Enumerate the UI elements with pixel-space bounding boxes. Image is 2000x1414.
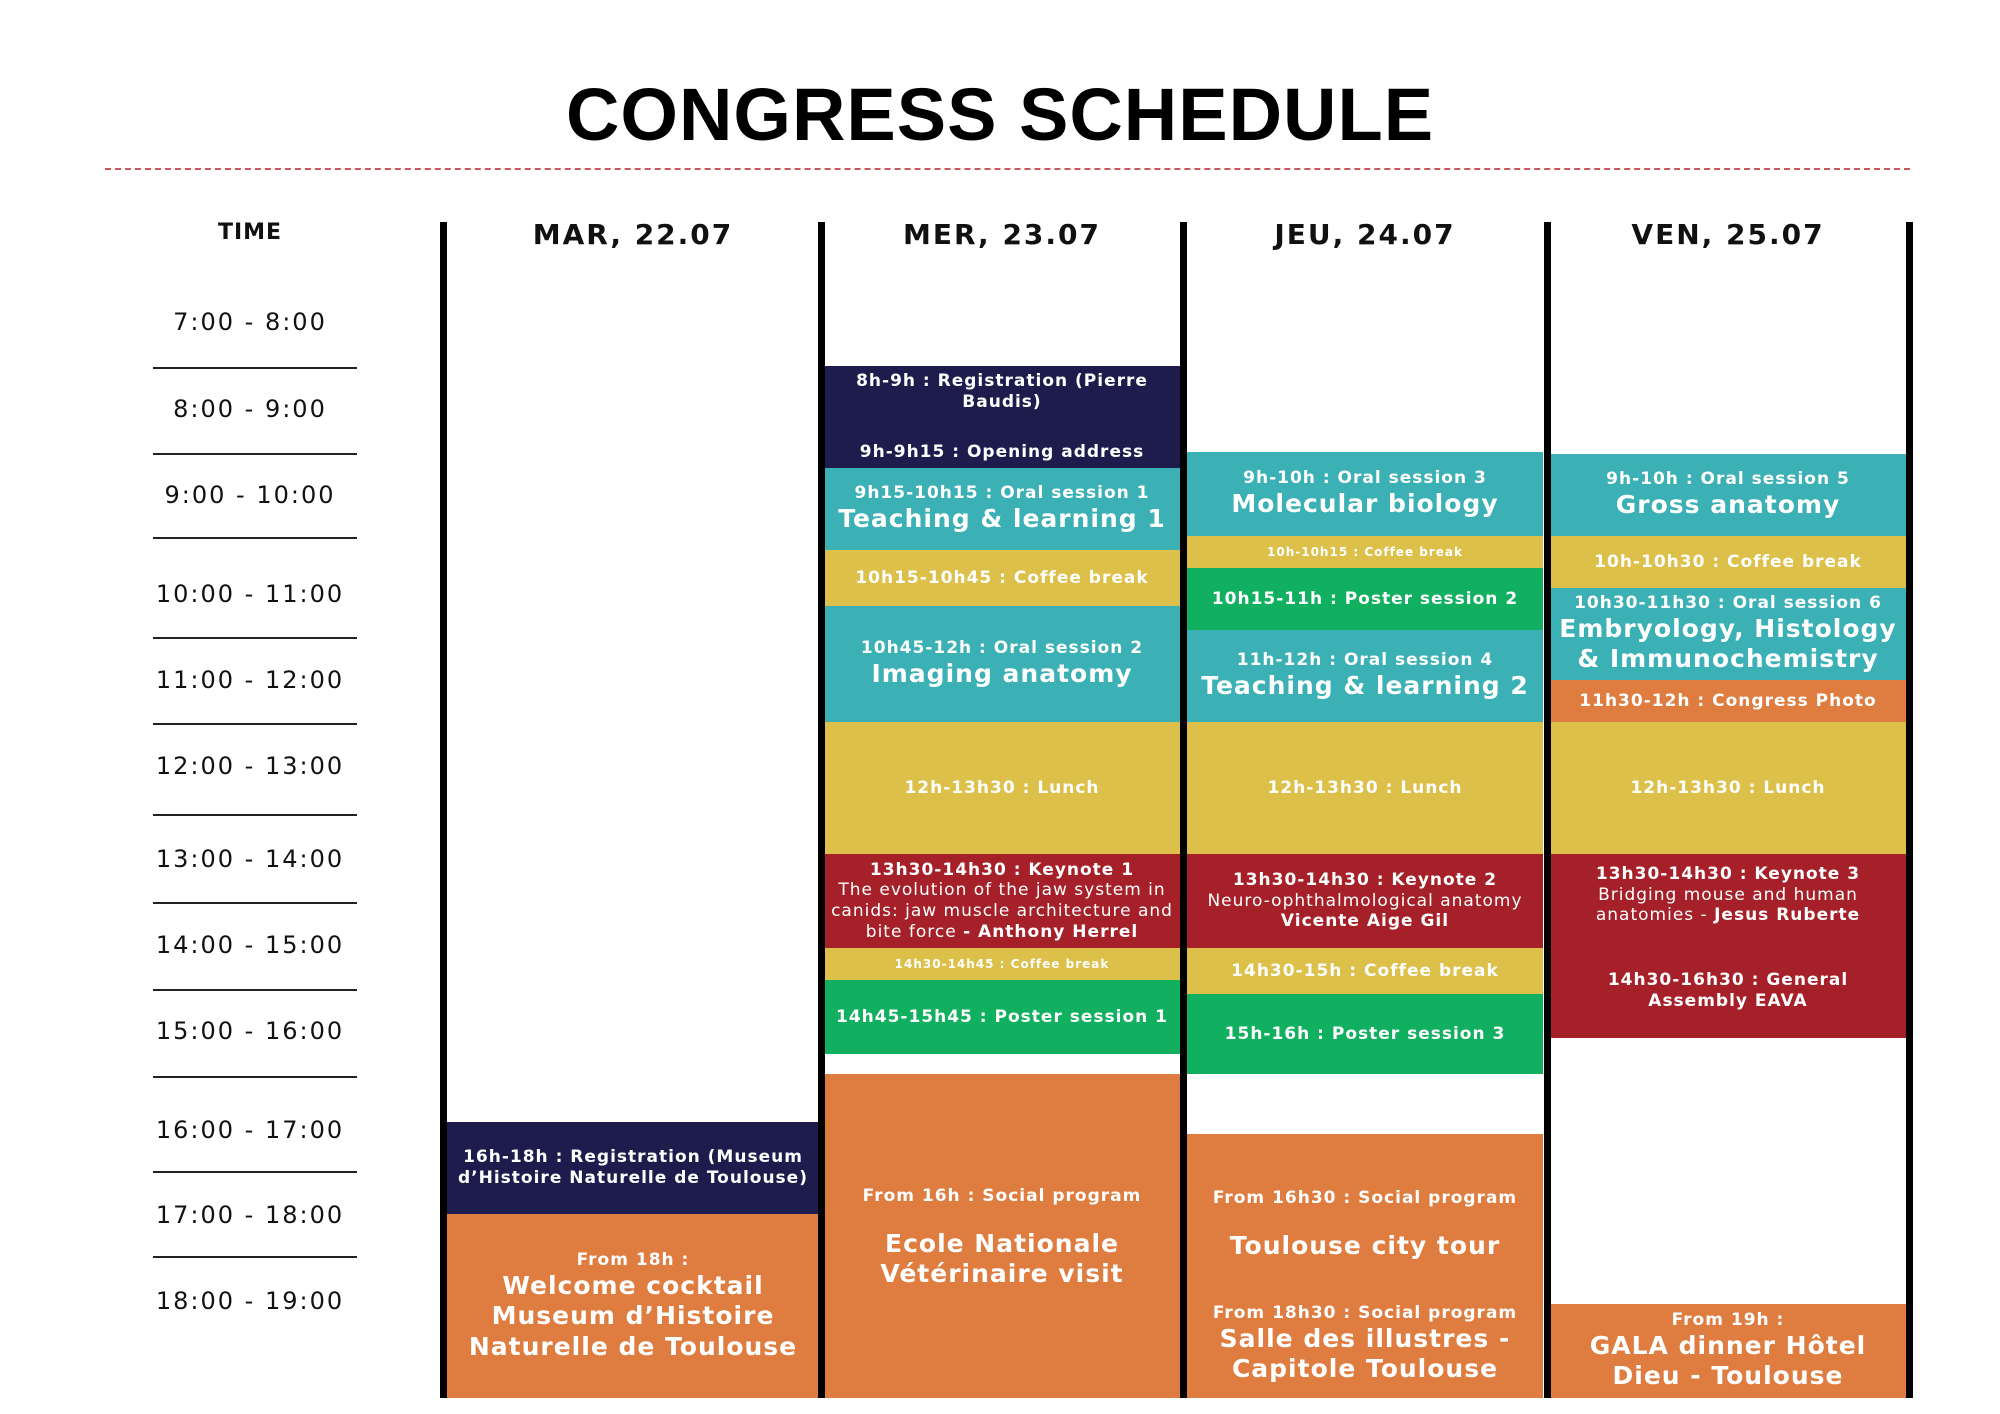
event-title: 10h15-10h45 : Coffee break	[855, 567, 1149, 588]
event-block	[1187, 994, 1543, 1074]
event-block	[1550, 722, 1906, 854]
time-slot-divider	[153, 814, 357, 816]
time-slot-label: 9:00 - 10:00	[164, 481, 336, 509]
day-header-thursday: JEU, 24.07	[1274, 218, 1456, 251]
event-block	[1550, 950, 1906, 1038]
event-title: 10h-10h15 : Coffee break	[1267, 544, 1463, 559]
time-slot-divider	[153, 453, 357, 455]
day-header-friday: VEN, 25.07	[1631, 218, 1825, 251]
time-slot-divider	[153, 1256, 357, 1258]
event-title: 11h30-12h : Congress Photo	[1579, 690, 1877, 711]
time-slot-divider	[153, 1171, 357, 1173]
event-time: 9h15-10h15 : Oral session 1	[854, 483, 1150, 504]
event-title: 16h-18h : Registration (Museum d’Histoire Naturelle de Toulouse)	[458, 1147, 808, 1188]
event-time: 13h30-14h30 : Keynote 3	[1595, 864, 1861, 884]
time-slot-divider	[153, 537, 357, 539]
time-slot-divider	[153, 902, 357, 904]
event-title: 14h30-16h30 : General Assembly EAVA	[1607, 970, 1849, 1011]
event-block	[1550, 454, 1906, 536]
event-block	[824, 948, 1180, 980]
day-header-tuesday: MAR, 22.07	[532, 218, 734, 251]
event-block	[1550, 588, 1906, 680]
event-block	[447, 1214, 819, 1398]
event-time: 9h-10h : Oral session 5	[1606, 469, 1850, 490]
event-block	[824, 550, 1180, 606]
time-slot-label: 12:00 - 13:00	[155, 752, 345, 780]
time-column-header: TIME	[217, 220, 283, 245]
event-title: 14h45-15h45 : Poster session 1	[836, 1006, 1168, 1027]
event-title: 10h-10h30 : Coffee break	[1594, 551, 1862, 572]
event-title: Teaching & learning 1	[838, 504, 1166, 534]
time-slot-divider	[153, 1076, 357, 1078]
column-divider	[440, 222, 447, 1398]
page-title: CONGRESS SCHEDULE	[565, 73, 1435, 156]
event-title: 12h-13h30 : Lunch	[904, 777, 1100, 798]
event-title: Imaging anatomy	[871, 659, 1133, 689]
day-header-wednesday: MER, 23.07	[902, 218, 1102, 251]
event-time: 10h30-11h30 : Oral session 6	[1574, 593, 1882, 614]
event-title: GALA dinner Hôtel Dieu - Toulouse	[1589, 1330, 1867, 1391]
event-block	[1187, 452, 1543, 536]
event-block	[1550, 1304, 1906, 1398]
event-block	[824, 1074, 1180, 1398]
keynote-speaker: - Anthony Herrel	[963, 921, 1139, 942]
event-block	[447, 1122, 819, 1214]
event-block	[1187, 568, 1543, 630]
keynote-description: Bridging mouse and human anatomies -	[1595, 884, 1858, 926]
column-divider	[818, 222, 825, 1398]
event-block	[824, 980, 1180, 1054]
event-title: Ecole Nationale Vétérinaire visit	[880, 1228, 1124, 1289]
event-block	[1187, 948, 1543, 994]
event-time: From 18h :	[576, 1249, 690, 1270]
event-block	[1187, 536, 1543, 568]
column-divider	[1544, 222, 1551, 1398]
event-block	[1187, 722, 1543, 854]
time-slot-label: 10:00 - 11:00	[155, 580, 345, 608]
event-time: From 16h30 : Social program	[1212, 1188, 1518, 1208]
keynote-description: The evolution of the jaw system in canids: jaw muscle architecture and bite force	[831, 880, 1173, 942]
event-block	[1550, 854, 1906, 950]
event-block	[1550, 680, 1906, 722]
event-title: Gross anatomy	[1615, 490, 1841, 520]
time-slot-divider	[153, 989, 357, 991]
time-slot-label: 11:00 - 12:00	[155, 666, 345, 694]
time-slot-label: 15:00 - 16:00	[155, 1017, 345, 1045]
event-block	[1550, 536, 1906, 588]
event-time: 9h-10h : Oral session 3	[1243, 468, 1487, 489]
title-divider	[105, 168, 1910, 170]
event-title: Teaching & learning 2	[1201, 671, 1529, 701]
event-time: 11h-12h : Oral session 4	[1236, 650, 1494, 671]
event-title: Molecular biology	[1231, 489, 1499, 519]
event-block	[824, 366, 1180, 468]
event-time: From 16h : Social program	[862, 1186, 1142, 1206]
event-title: Embryology, Histology & Immunochemistry	[1559, 613, 1897, 674]
event-title: 14h30-14h45 : Coffee break	[894, 956, 1110, 971]
time-slot-label: 7:00 - 8:00	[173, 308, 327, 336]
event-block	[1187, 854, 1543, 948]
event-block	[824, 468, 1180, 550]
time-slot-label: 18:00 - 19:00	[155, 1287, 345, 1315]
event-title: 8h-9h : Registration (Pierre Baudis)	[856, 370, 1148, 412]
time-slot-label: 13:00 - 14:00	[155, 845, 345, 873]
keynote-speaker: Vicente Aige Gil	[1280, 911, 1450, 932]
event-block	[1187, 630, 1543, 722]
time-slot-label: 8:00 - 9:00	[173, 395, 327, 423]
event-time: From 19h :	[1671, 1310, 1785, 1331]
event-block	[824, 854, 1180, 948]
event-title: 12h-13h30 : Lunch	[1267, 777, 1463, 798]
event-description	[830, 880, 1174, 942]
time-slot-label: 16:00 - 17:00	[155, 1116, 345, 1144]
event-title: 15h-16h : Poster session 3	[1224, 1023, 1506, 1044]
event-time: 13h30-14h30 : Keynote 1	[869, 859, 1135, 880]
event-time: 10h45-12h : Oral session 2	[860, 638, 1144, 659]
time-slot-divider	[153, 367, 357, 369]
event-time: 13h30-14h30 : Keynote 2	[1232, 869, 1498, 890]
event-block	[824, 606, 1180, 722]
event-title: Welcome cocktail Museum d’Histoire Naturelle de Toulouse	[468, 1270, 798, 1361]
event-title: Toulouse city tour	[1229, 1230, 1501, 1260]
time-slot-divider	[153, 637, 357, 639]
keynote-description: Neuro-ophthalmological anatomy	[1207, 890, 1523, 911]
time-slot-label: 14:00 - 15:00	[155, 931, 345, 959]
event-block	[824, 722, 1180, 854]
event-title: Salle des illustres - Capitole Toulouse	[1219, 1323, 1511, 1384]
time-slot-label: 17:00 - 18:00	[155, 1201, 345, 1229]
event-title: 9h-9h15 : Opening address	[859, 442, 1145, 463]
event-description	[1556, 885, 1900, 926]
column-divider	[1906, 222, 1913, 1398]
event-block	[1187, 1134, 1543, 1398]
event-title: 10h15-11h : Poster session 2	[1211, 588, 1519, 609]
keynote-speaker: Jesus Ruberte	[1714, 905, 1861, 926]
column-divider	[1180, 222, 1187, 1398]
event-title: 14h30-15h : Coffee break	[1231, 960, 1499, 981]
time-slot-divider	[153, 723, 357, 725]
event-title: 12h-13h30 : Lunch	[1630, 777, 1826, 798]
event-time: From 18h30 : Social program	[1212, 1303, 1518, 1324]
